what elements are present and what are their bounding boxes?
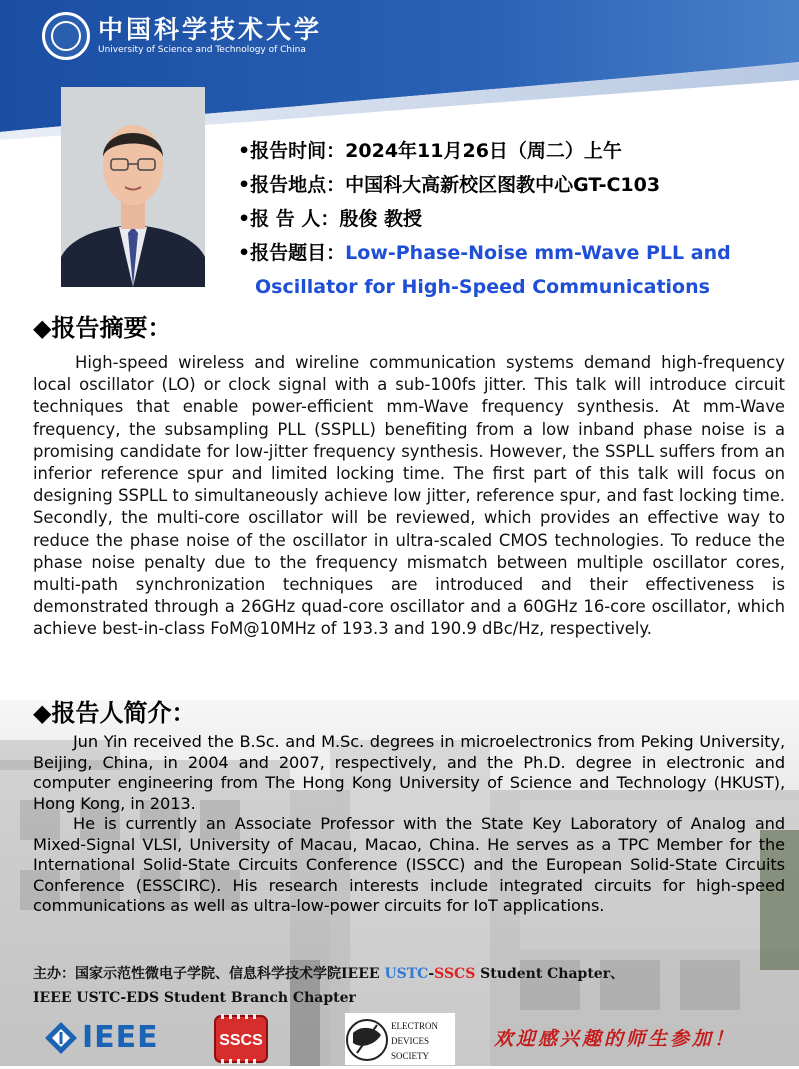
- talk-title-line1: Low-Phase-Noise mm-Wave PLL and: [345, 242, 731, 264]
- speaker-photo: [61, 87, 205, 287]
- ieee-diamond-icon: [44, 1021, 78, 1055]
- sponsor-logos: [0, 1010, 799, 1066]
- talk-place: 中国科大高新校区图教中心GT-C103: [345, 174, 661, 196]
- bio-paragraph-1: Jun Yin received the B.Sc. and M.Sc. degrees in microelectronics from Peking University, Beijing, China, in 2004 and 2007, respectively, and the Ph.D. degree in electronic and computer engineering from The Hong Kong University of Science and Technology (HKUST), Hong Kong, in 2013.: [33, 732, 785, 813]
- university-name-en: University of Science and Technology of China: [98, 45, 306, 55]
- organizer-line2: IEEE USTC-EDS Student Branch Chapter: [33, 990, 356, 1006]
- ieee-logo: IEEE: [44, 1020, 159, 1055]
- svg-text:DEVICES: DEVICES: [391, 1036, 429, 1046]
- info-time: •报告时间：2024年11月26日（周二）上午: [238, 140, 622, 162]
- eds-logo: [345, 1013, 455, 1065]
- sscs-logo: [213, 1014, 269, 1064]
- svg-text:SSCS: SSCS: [219, 1032, 263, 1049]
- abstract-text: High-speed wireless and wireline communication systems demand high-frequency local oscillator (LO) or clock signal with a sub-100fs jitter. This talk will introduce circuit techniques that enable power-efficient mm-Wave frequency synthesis. At mm-Wave frequency, the subsampling PLL (SSPLL) benefiting from a low inband phase noise is a promising candidate for low-jitter frequency synthesis. However, the SSPLL suffers from an inferior reference spur and limited locking time. The first part of this talk will focus on designing SSPLL to simultaneously achieve low jitter, reference spur, and fast locking time. Secondly, the multi-core oscillator will be reviewed, which provides an effective way to reduce the phase noise of the oscillator in ultra-scaled CMOS technologies. To reduce the phase noise penalty due to the frequency mismatch between multiple oscillator cores, multi-path synchronization techniques are introduced and their effectiveness is demonstrated through a 26GHz quad-core oscillator and a 60GHz 16-core oscillator, which achieve best-in-class FoM@10MHz of 193.3 and 190.9 dBc/Hz, respectively.: [33, 353, 785, 639]
- svg-text:SOCIETY: SOCIETY: [391, 1051, 429, 1061]
- university-logo: [42, 12, 322, 60]
- info-speaker: •报 告 人：殷俊 教授: [238, 208, 422, 230]
- info-topic: •报告题目：Low-Phase-Noise mm-Wave PLL and: [238, 242, 731, 264]
- abstract-body: [33, 352, 785, 641]
- welcome-text: 欢迎感兴趣的师生参加！: [494, 1028, 737, 1050]
- organizer-info: [33, 962, 793, 1010]
- bio-body: [33, 732, 785, 917]
- university-name-cn: 中国科学技术大学: [98, 15, 323, 44]
- organizer-line1: 主办：国家示范性微电子学院、信息科学技术学院IEEE USTC-SSCS Student Chapter、: [33, 966, 625, 982]
- talk-time: 2024年11月26日（周二）上午: [345, 140, 622, 162]
- bio-paragraph-2: He is currently an Associate Professor with the State Key Laboratory of Analog and Mixed-Signal VLSI, University of Macau, Macao, China. He serves as a TPC Member for the International Solid-State Circuits Conference (ISSCC) and the European Solid-State Circuits Conference (ESSCIRC). His research interests include integrated circuits for high-speed communications as well as ultra-low-power circuits for IoT applications.: [33, 814, 785, 915]
- info-place: •报告地点：中国科大高新校区图教中心GT-C103: [238, 174, 661, 196]
- abstract-heading: ◆报告摘要：: [33, 314, 172, 342]
- svg-text:ELECTRON: ELECTRON: [391, 1021, 438, 1031]
- talk-title-line2: Oscillator for High-Speed Communications: [255, 276, 710, 298]
- speaker-name: 殷俊 教授: [339, 208, 422, 230]
- university-seal-icon: [42, 12, 90, 60]
- bio-heading: ◆报告人简介：: [33, 699, 196, 727]
- talk-info: [238, 134, 798, 304]
